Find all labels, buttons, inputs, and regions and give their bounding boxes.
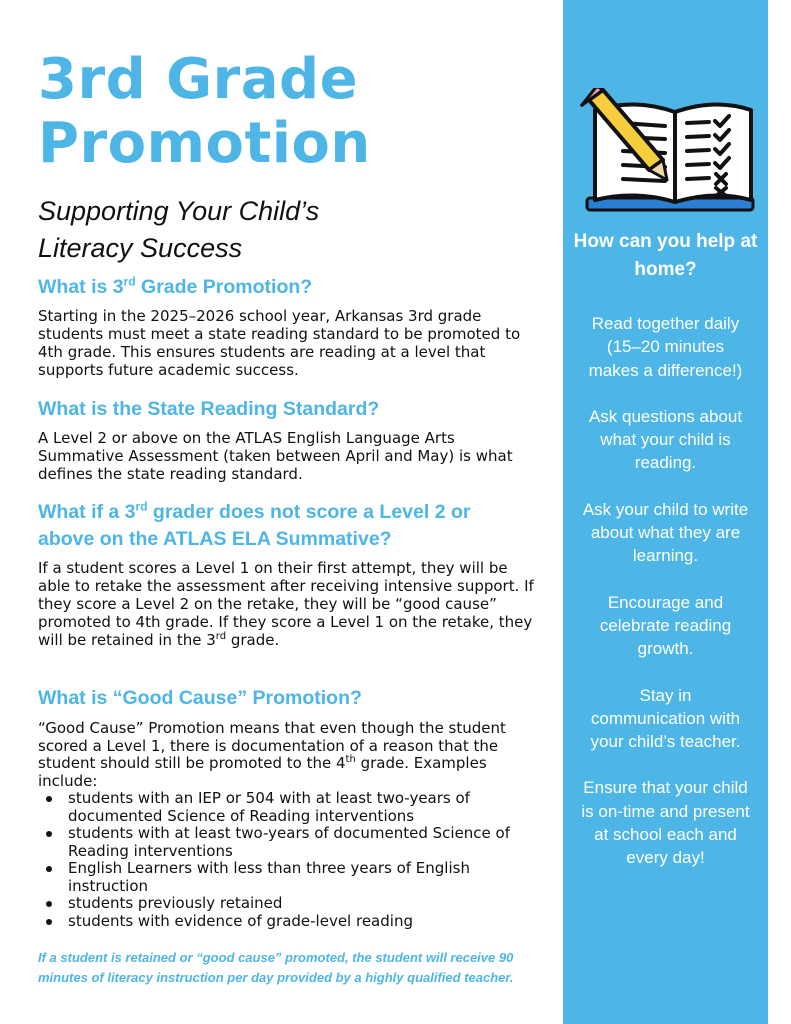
section-heading (38, 274, 538, 301)
tip-item: Read together daily (15–20 minutes makes a difference!) (588, 314, 743, 380)
list-item: students with at least two-years of documented Science of Reading interventions (68, 825, 538, 860)
section-what-is-promotion (38, 274, 538, 379)
body-superscript: rd (215, 631, 227, 642)
page-subtitle (38, 193, 319, 267)
body-text: grade. Examples include: (38, 754, 487, 790)
body-text: If a student scores a Level 1 on their first attempt, they will be able to retake the assessment after receiving intensive support. If they score a Level 2 on the retake, they will be “good cause” promoted to 4th grade. If they score a Level 1 on the retake, they will be retained in the 3 (38, 559, 534, 649)
book-checklist-icon (575, 88, 755, 218)
list-item: students with evidence of grade-level reading (68, 913, 538, 931)
title-line-2: Promotion (38, 111, 371, 176)
heading-text: grader does not score a Level 2 or above on the ATLAS ELA Summative? (38, 501, 471, 550)
body-text: “Good Cause” Promotion means that even though the student scored a Level 1, there is documentation of a reason that the student should still be promoted to the 4 (38, 719, 506, 772)
section-good-cause (38, 685, 538, 930)
heading-superscript: rd (123, 274, 136, 289)
section-state-standard (38, 396, 538, 483)
tip-item: Ask your child to write about what they are learning. (582, 499, 749, 566)
section-body: A Level 2 or above on the ATLAS English Language Arts Summative Assessment (taken between April and May) is what defines the state reading standard. (38, 429, 513, 483)
list-item: students with an IEP or 504 with at least two-years of documented Science of Reading interventions (68, 790, 538, 825)
body-text: grade. (226, 631, 280, 649)
help-heading: How can you help at home? (573, 231, 758, 280)
section-body (38, 559, 538, 649)
tip-item: Encourage and celebrate reading growth. (599, 592, 732, 659)
section-body: Starting in the 2025–2026 school year, Arkansas 3rd grade students must meet a state reading standard to be promoted to 4th grade. This ensures students are reading at a level that supports future academic success. (38, 307, 521, 379)
section-body (38, 720, 538, 790)
page-title (38, 48, 371, 176)
body-superscript: th (345, 754, 356, 765)
footnote: If a student is retained or “good cause” promoted, the student will receive 90 minutes of literacy instruction per day provided by a highly qualified teacher. (38, 950, 514, 985)
tips-list (563, 312, 768, 893)
subtitle-line-2: Literacy Success (38, 233, 243, 263)
list-item: English Learners with less than three years of English instruction (68, 860, 538, 895)
heading-text: What if a 3 (38, 501, 136, 523)
examples-list (38, 790, 538, 930)
heading-superscript: rd (135, 499, 148, 514)
tip-item: Ask questions about what your child is reading. (588, 406, 743, 473)
heading-text: What is 3 (38, 276, 124, 298)
sidebar (563, 0, 768, 1024)
section-heading: What is “Good Cause” Promotion? (38, 687, 362, 709)
tip-item: Ensure that your child is on-time and present at school each and every day! (581, 778, 750, 868)
subtitle-line-1: Supporting Your Child’s (38, 196, 320, 226)
section-not-level-2 (38, 499, 534, 649)
title-line-1: 3rd Grade (38, 47, 359, 112)
tip-item: Stay in communication with your child’s teacher. (590, 685, 741, 752)
list-item: students previously retained (68, 895, 538, 913)
section-heading: What is the State Reading Standard? (38, 398, 380, 420)
section-heading (38, 499, 518, 553)
heading-text: Grade Promotion? (135, 276, 313, 298)
